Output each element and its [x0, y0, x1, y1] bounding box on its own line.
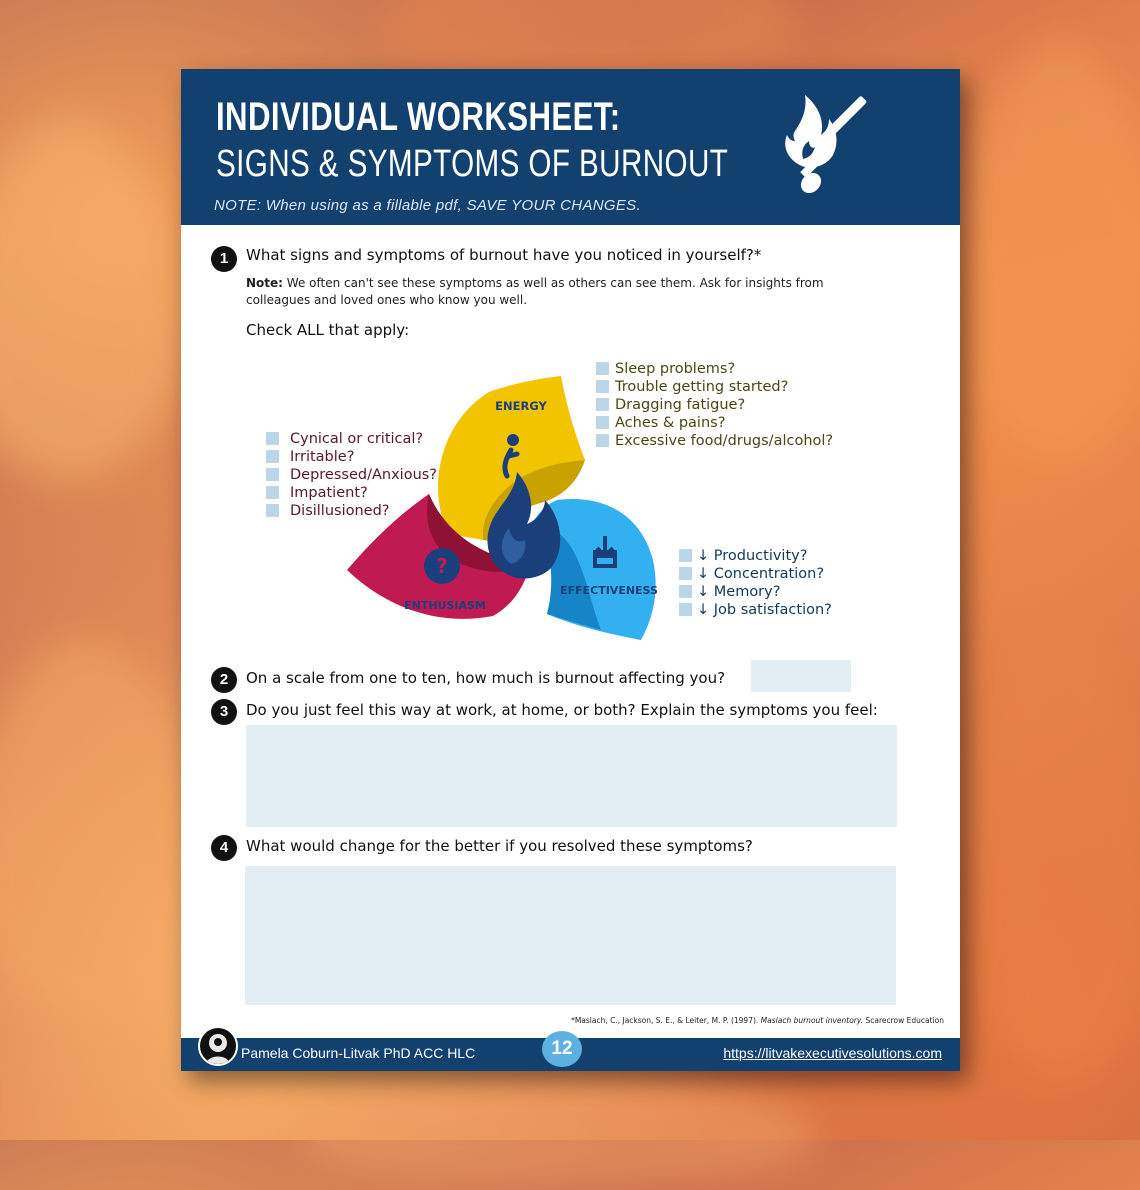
question-1-text: What signs and symptoms of burnout have you noticed in yourself?* — [246, 246, 762, 264]
checkbox[interactable] — [266, 450, 279, 463]
checkbox[interactable] — [596, 362, 609, 375]
head-silhouette-icon — [200, 1028, 236, 1064]
question-4-number: 4 — [211, 835, 237, 861]
change-textarea[interactable] — [245, 866, 896, 1005]
energy-label: ENERGY — [495, 399, 547, 413]
checkbox[interactable] — [266, 504, 279, 517]
background-flame — [970, 620, 1140, 1080]
checkbox[interactable] — [596, 398, 609, 411]
question-3-number: 3 — [211, 699, 237, 725]
title-line-1: INDIVIDUAL WORKSHEET: — [216, 95, 621, 139]
background-flame — [0, 120, 180, 480]
question-4-text: What would change for the better if you resolved these symptoms? — [246, 837, 753, 855]
background-flame — [0, 640, 200, 1020]
note-label: Note: — [246, 276, 283, 290]
header-note: NOTE: When using as a fillable pdf, SAVE YOUR CHANGES. — [214, 197, 641, 214]
checkbox[interactable] — [679, 585, 692, 598]
check-all-instruction: Check ALL that apply: — [246, 321, 410, 339]
background-flame — [300, 1070, 820, 1190]
scale-input[interactable] — [751, 660, 851, 692]
checkbox[interactable] — [679, 549, 692, 562]
website-link[interactable]: https://litvakexecutivesolutions.com — [723, 1045, 942, 1061]
question-2-number: 2 — [211, 667, 237, 693]
checkbox[interactable] — [266, 432, 279, 445]
question-1-number: 1 — [211, 246, 237, 272]
title-line-2: SIGNS & SYMPTOMS OF BURNOUT — [216, 143, 729, 185]
note-text: We often can't see these symptoms as well as others can see them. Ask for insights from colleagues and loved ones who know you well. — [246, 276, 824, 307]
checkbox[interactable] — [596, 434, 609, 447]
question-3-text: Do you just feel this way at work, at home, or both? Explain the symptoms you feel: — [246, 701, 878, 719]
effectiveness-label: EFFECTIVENESS — [560, 584, 658, 597]
checkbox[interactable] — [679, 603, 692, 616]
author-avatar — [198, 1026, 238, 1066]
author-name: Pamela Coburn-Litvak PhD ACC HLC — [241, 1045, 476, 1061]
header-banner — [181, 69, 960, 225]
question-2-text: On a scale from one to ten, how much is burnout affecting you? — [246, 669, 726, 687]
symptoms-textarea[interactable] — [246, 725, 897, 827]
energy-icon — [507, 434, 519, 446]
citation: *Maslach, C., Jackson, S. E., & Leiter, M. P. (1997). Maslach burnout inventory. Scarecrow Education — [571, 1016, 944, 1025]
page-number: 12 — [542, 1031, 582, 1067]
burnt-match-icon — [773, 91, 883, 195]
worksheet-page: INDIVIDUAL WORKSHEET: SIGNS & SYMPTOMS OF BURNOUT NOTE: When using as a fillable pdf, SAVE YOUR CHANGES. 1 What signs and symptoms of burnout have you noticed in yourself?* Note: We often can't see these symptoms as well as others can see them. Ask for insights from colleagues and loved ones who know you well. Check ALL that apply: ENERGY ? ENTHUSIASM EFFECTIVENESS Sleep problems? Trouble getting started? Dragging fatigue? Aches & pains? Excessive food/drugs/alcohol? Cynical or critical? Irritable? Depressed/Anxious? Impatient? Disillusioned? ↓ Productivity? ↓ Concentration? ↓ Memory? ↓ Job satisfaction? 2 On a scale from one to ten, how much is burnout affecting you? 3 Do you just feel this way at work, at home, or both? Explain the symptoms you feel: 4 What would change for the better if you resolved these symptoms? *Maslach, C., Jackson, S. E., & Leiter, M. P. (1997). Maslach burnout inventory. Scarecrow Education Pamela Coburn-Litvak PhD ACC HLC 12 https://litvakexecutivesolutions.com — [181, 69, 960, 1071]
enthusiasm-label: ENTHUSIASM — [404, 599, 486, 612]
question-icon: ? — [436, 554, 448, 578]
question-1-note — [246, 275, 886, 309]
checkbox[interactable] — [266, 468, 279, 481]
checkbox[interactable] — [596, 380, 609, 393]
checkbox[interactable] — [679, 567, 692, 580]
checkbox[interactable] — [266, 486, 279, 499]
background-flame — [960, 40, 1140, 460]
checkbox[interactable] — [596, 416, 609, 429]
